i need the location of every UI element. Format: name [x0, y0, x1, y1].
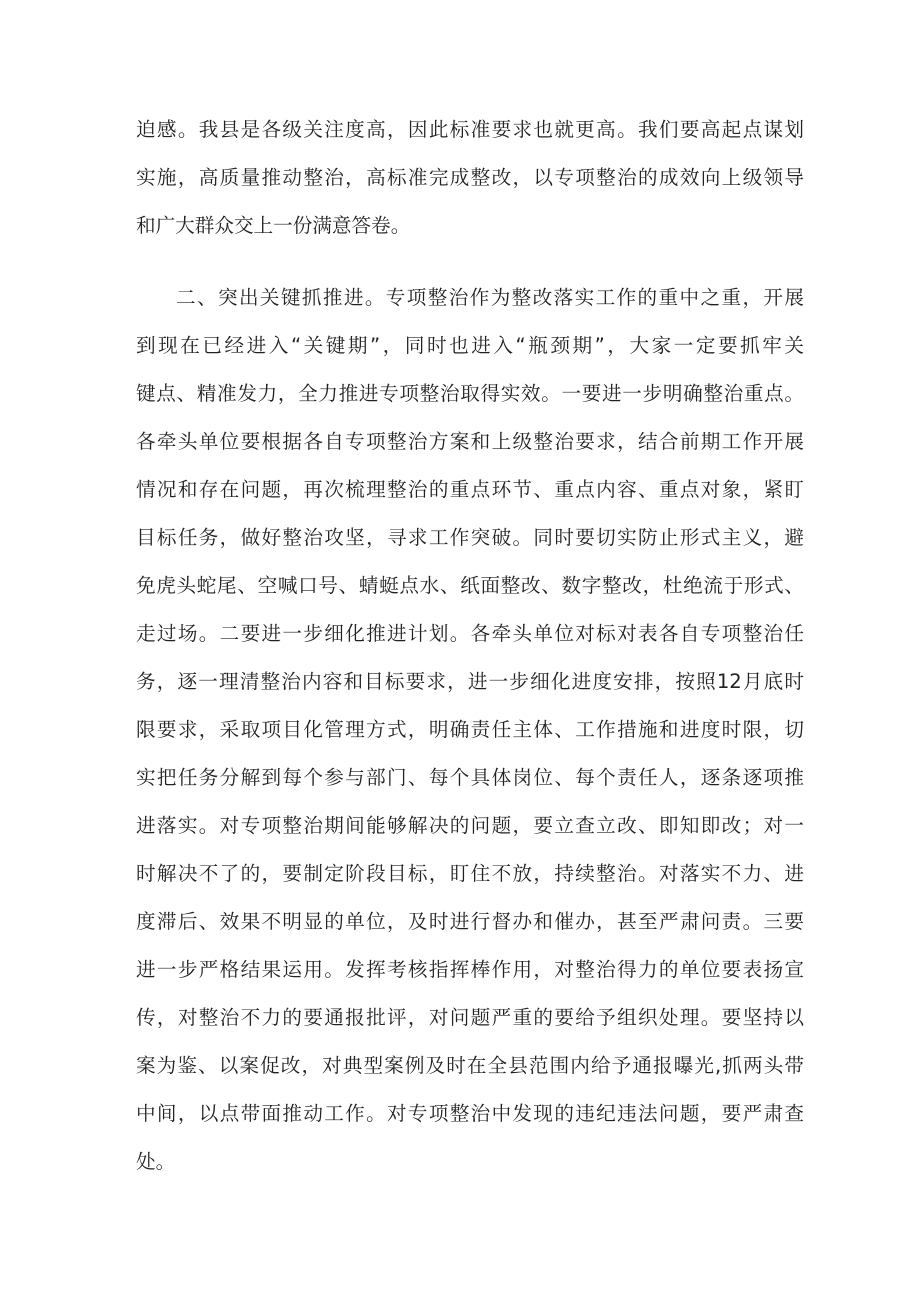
paragraph-2-line-3: 键点、精准发力，全力推进专项整治取得实效。一要进一步明确整治重点。 — [136, 382, 804, 405]
paragraph-2-line-12: 进落实。对专项整治期间能够解决的问题，要立查立改、即知即改；对一 — [136, 814, 804, 837]
paragraph-2-line-4: 各牵头单位要根据各自专项整治方案和上级整治要求，结合前期工作开展 — [136, 430, 804, 453]
paragraph-2-line-19: 处。 — [136, 1150, 176, 1173]
paragraph-2-line-10: 限要求，采取项目化管理方式，明确责任主体、工作措施和进度时限，切 — [136, 718, 804, 741]
paragraph-2-line-15: 进一步严格结果运用。发挥考核指挥棒作用，对整治得力的单位要表扬宣 — [136, 958, 804, 981]
paragraph-2-line-5: 情况和存在问题，再次梳理整治的重点环节、重点内容、重点对象，紧盯 — [136, 478, 804, 501]
paragraph-2-line-6: 目标任务，做好整治攻坚，寻求工作突破。同时要切实防止形式主义，避 — [136, 526, 804, 549]
paragraph-2-line-16: 传，对整治不力的要通报批评，对问题严重的要给予组织处理。要坚持以 — [136, 1006, 804, 1029]
paragraph-1-line-3: 和广大群众交上一份满意答卷。 — [136, 214, 411, 237]
paragraph-2-line-8: 走过场。二要进一步细化推进计划。各牵头单位对标对表各自专项整治任 — [136, 622, 804, 645]
paragraph-2-line-1: 二、突出关键抓推进。专项整治作为整改落实工作的重中之重，开展 — [176, 286, 804, 309]
paragraph-2-line-7: 免虎头蛇尾、空喊口号、蜻蜓点水、纸面整改、数字整改，杜绝流于形式、 — [136, 574, 804, 597]
paragraph-1-line-2: 实施，高质量推动整治，高标准完成整改，以专项整治的成效向上级领导 — [136, 166, 804, 189]
paragraph-2-line-18: 中间，以点带面推动工作。对专项整治中发现的违纪违法问题，要严肃查 — [136, 1102, 804, 1125]
paragraph-2-line-9: 务，逐一理清整治内容和目标要求，进一步细化进度安排，按照12月底时 — [136, 670, 804, 693]
paragraph-2-line-14: 度滞后、效果不明显的单位，及时进行督办和催办，甚至严肃问责。三要 — [136, 910, 804, 933]
paragraph-1-line-1: 迫感。我县是各级关注度高，因此标准要求也就更高。我们要高起点谋划 — [136, 118, 804, 141]
paragraph-2-line-13: 时解决不了的，要制定阶段目标，盯住不放，持续整治。对落实不力、进 — [136, 862, 804, 885]
paragraph-2-line-11: 实把任务分解到每个参与部门、每个具体岗位、每个责任人，逐条逐项推 — [136, 766, 804, 789]
paragraph-2-line-2: 到现在已经进入“关键期”，同时也进入“瓶颈期”，大家一定要抓牢关 — [136, 334, 804, 357]
paragraph-2-line-17: 案为鉴、以案促改，对典型案例及时在全县范围内给予通报曝光,抓两头带 — [136, 1054, 804, 1077]
